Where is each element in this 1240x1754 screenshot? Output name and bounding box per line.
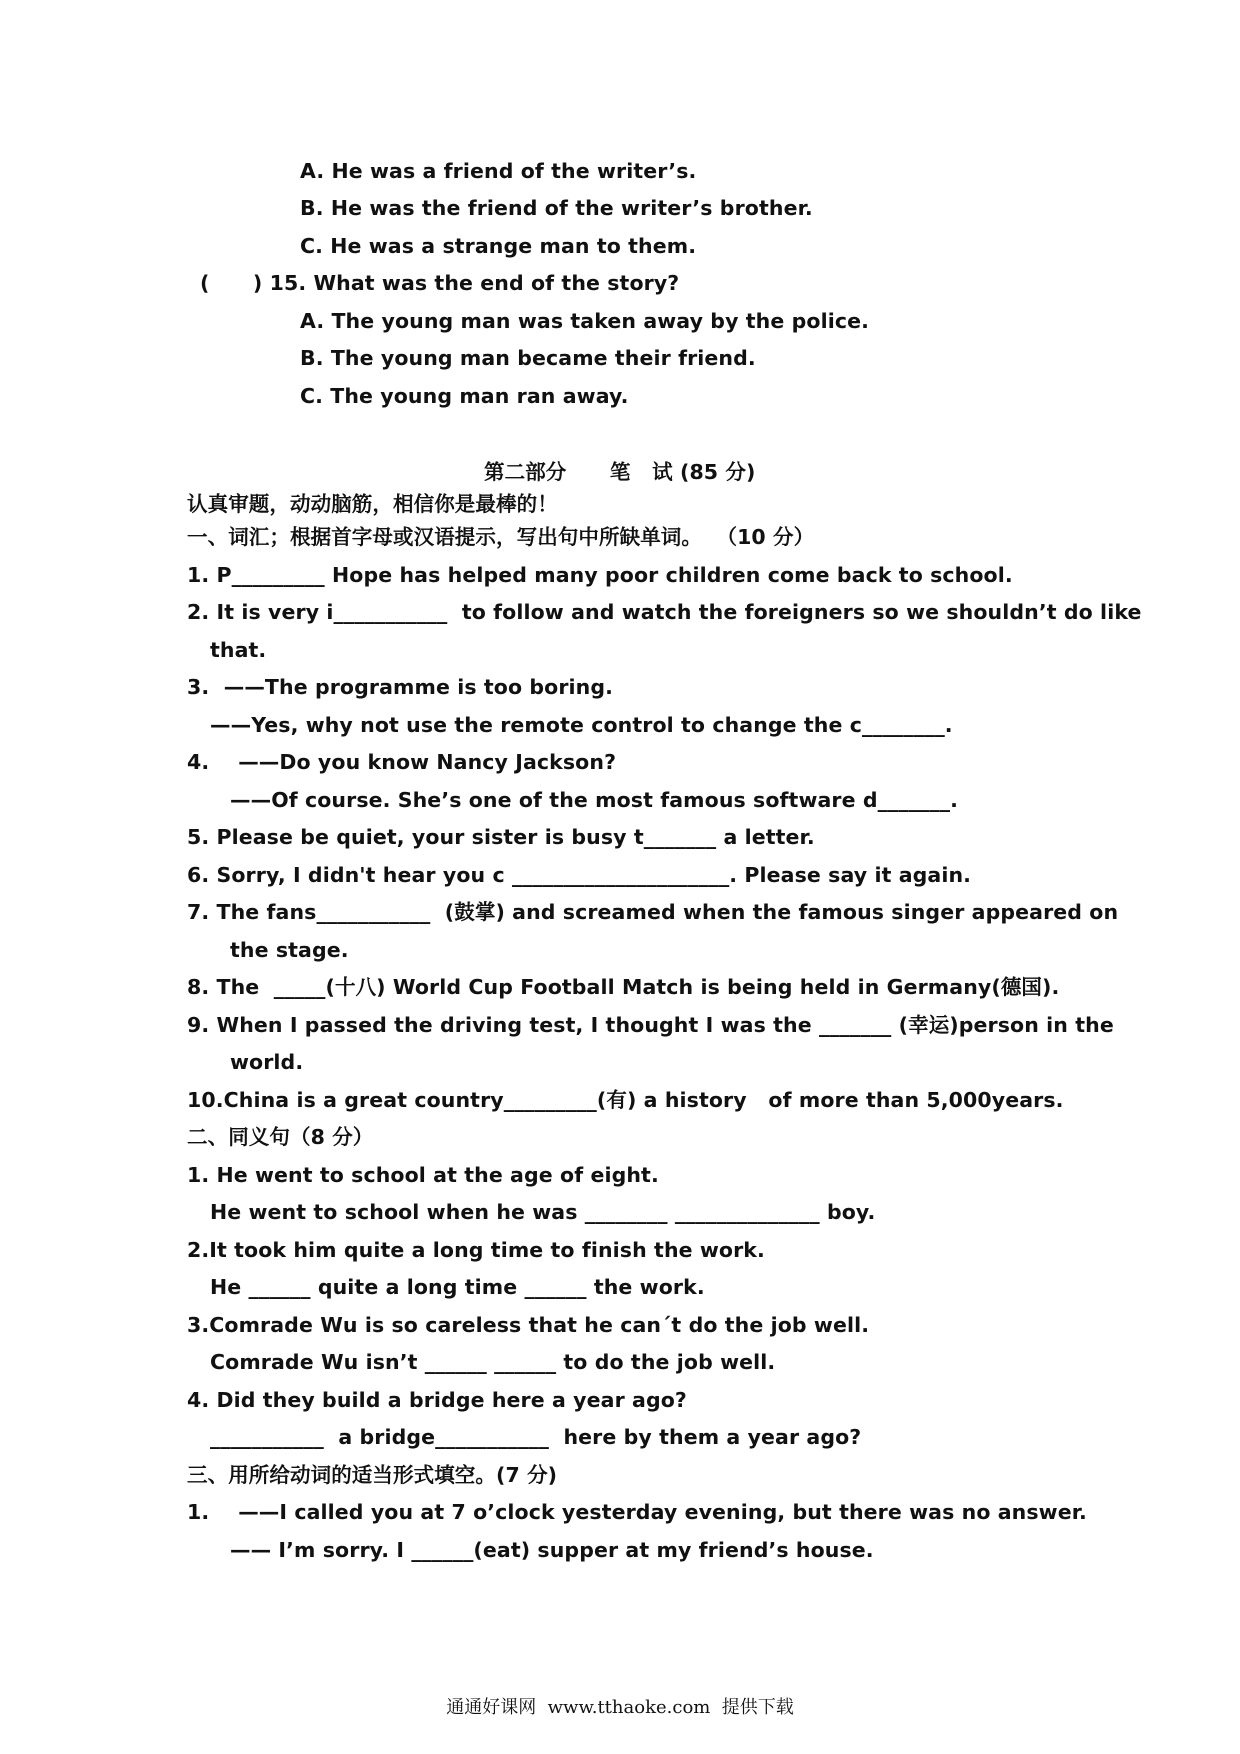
s3-question-1: 1. ——I called you at 7 o’clock yesterday evening, but there was no answer. [187, 1500, 1087, 1524]
q15-option-a: A. The young man was taken away by the police. [300, 309, 869, 333]
s2-question-3-rewrite: Comrade Wu isn’t ______ ______ to do the job well. [210, 1350, 776, 1374]
part2-encouragement: 认真审题，动动脑筋，相信你是最棒的！ [187, 492, 558, 516]
s1-question-9: 9. When I passed the driving test, I thought I was the _______ (幸运)person in the [187, 1013, 1114, 1037]
q15-option-c: C. The young man ran away. [300, 384, 629, 408]
s2-question-1: 1. He went to school at the age of eight. [187, 1163, 659, 1187]
s1-question-9-cont: world. [230, 1050, 304, 1074]
s2-question-2: 2.It took him quite a long time to finish the work. [187, 1238, 765, 1262]
s2-question-3: 3.Comrade Wu is so careless that he can´t do the job well. [187, 1313, 870, 1337]
s1-question-3-reply: ——Yes, why not use the remote control to change the c________. [210, 713, 953, 737]
s1-question-1: 1. P_________ Hope has helped many poor children come back to school. [187, 563, 1013, 587]
section3-heading: 三、用所给动词的适当形式填空。(7 分) [187, 1463, 558, 1487]
q14-option-c: C. He was a strange man to them. [300, 234, 697, 258]
s2-question-2-rewrite: He ______ quite a long time ______ the work. [210, 1275, 705, 1299]
s1-question-2-cont: that. [210, 638, 267, 662]
s1-question-5: 5. Please be quiet, your sister is busy t_______ a letter. [187, 825, 815, 849]
part2-title: 第二部分 笔 试 (85 分) [484, 460, 756, 484]
s1-question-8: 8. The _____(十八) World Cup Football Match is being held in Germany(德国). [187, 975, 1060, 999]
section1-heading: 一、词汇；根据首字母或汉语提示，写出句中所缺单词。 （10 分） [187, 525, 815, 549]
q14-option-b: B. He was the friend of the writer’s brother. [300, 196, 813, 220]
s1-question-4-reply: ——Of course. She’s one of the most famous software d_______. [230, 788, 958, 812]
section2-heading: 二、同义句（8 分） [187, 1125, 374, 1149]
s2-question-4-rewrite: ___________ a bridge___________ here by them a year ago? [210, 1425, 862, 1449]
s1-question-3: 3. ——The programme is too boring. [187, 675, 614, 699]
q15-option-b: B. The young man became their friend. [300, 346, 756, 370]
s1-question-7-cont: the stage. [230, 938, 349, 962]
s1-question-4: 4. ——Do you know Nancy Jackson? [187, 750, 617, 774]
s2-question-4: 4. Did they build a bridge here a year ago? [187, 1388, 687, 1412]
s1-question-2: 2. It is very i___________ to follow and watch the foreigners so we shouldn’t do like [187, 600, 1142, 624]
s3-question-1-reply: —— I’m sorry. I ______(eat) supper at my friend’s house. [230, 1538, 874, 1562]
s1-question-6: 6. Sorry, I didn't hear you c _____________________. Please say it again. [187, 863, 972, 887]
s2-question-1-rewrite: He went to school when he was ________ ______________ boy. [210, 1200, 876, 1224]
q15-stem: ( ) 15. What was the end of the story? [200, 271, 680, 295]
page-footer: 通通好课网 www.tthaoke.com 提供下载 [446, 1697, 794, 1718]
s1-question-7: 7. The fans___________ (鼓掌) and screamed when the famous singer appeared on [187, 900, 1119, 924]
q14-option-a: A. He was a friend of the writer’s. [300, 159, 697, 183]
s1-question-10: 10.China is a great country_________(有) a history of more than 5,000years. [187, 1088, 1064, 1112]
